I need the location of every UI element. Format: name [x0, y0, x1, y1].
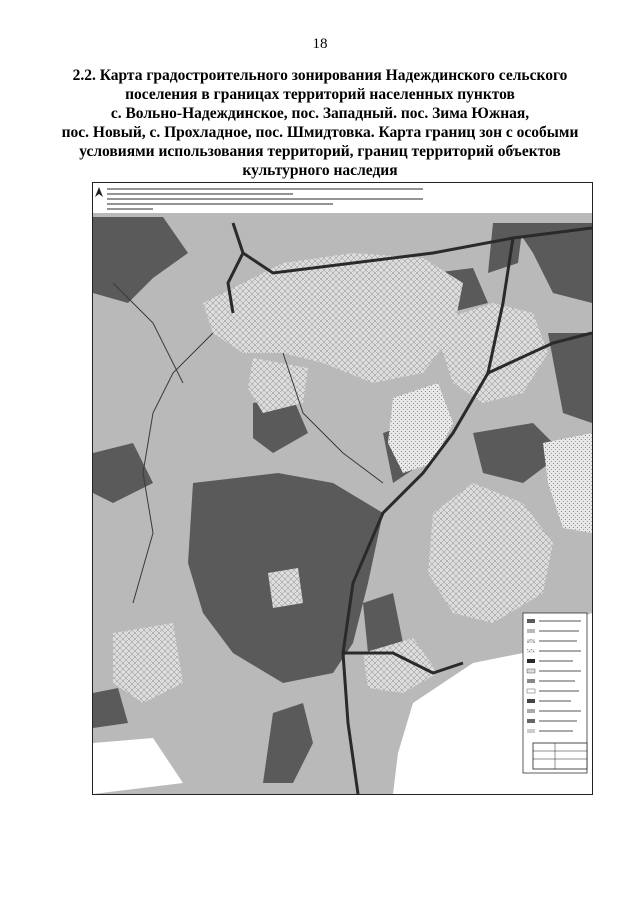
- title-block-stamp: [533, 743, 587, 769]
- heading-line-6: культурного наследия: [242, 162, 398, 179]
- heading-line-1: 2.2. Карта градостроительного зонирования Надеждинского сельского: [72, 67, 568, 84]
- heading-line-5: условиями использования территорий, границ территорий объектов: [79, 143, 561, 160]
- heading-line-3: с. Вольно-Надеждинское, пос. Западный. пос. Зима Южная,: [110, 105, 530, 122]
- page-number: 18: [312, 36, 328, 52]
- zoning-map-image: [93, 183, 592, 794]
- heading-line-2: поселения в границах территорий населенных пунктов: [125, 86, 515, 103]
- zoning-map: [92, 182, 593, 795]
- heading-line-4: пос. Новый, с. Прохладное, пос. Шмидтовка. Карта границ зон с особыми: [61, 124, 579, 141]
- document-heading: [60, 66, 580, 180]
- map-header-strip: [93, 183, 592, 213]
